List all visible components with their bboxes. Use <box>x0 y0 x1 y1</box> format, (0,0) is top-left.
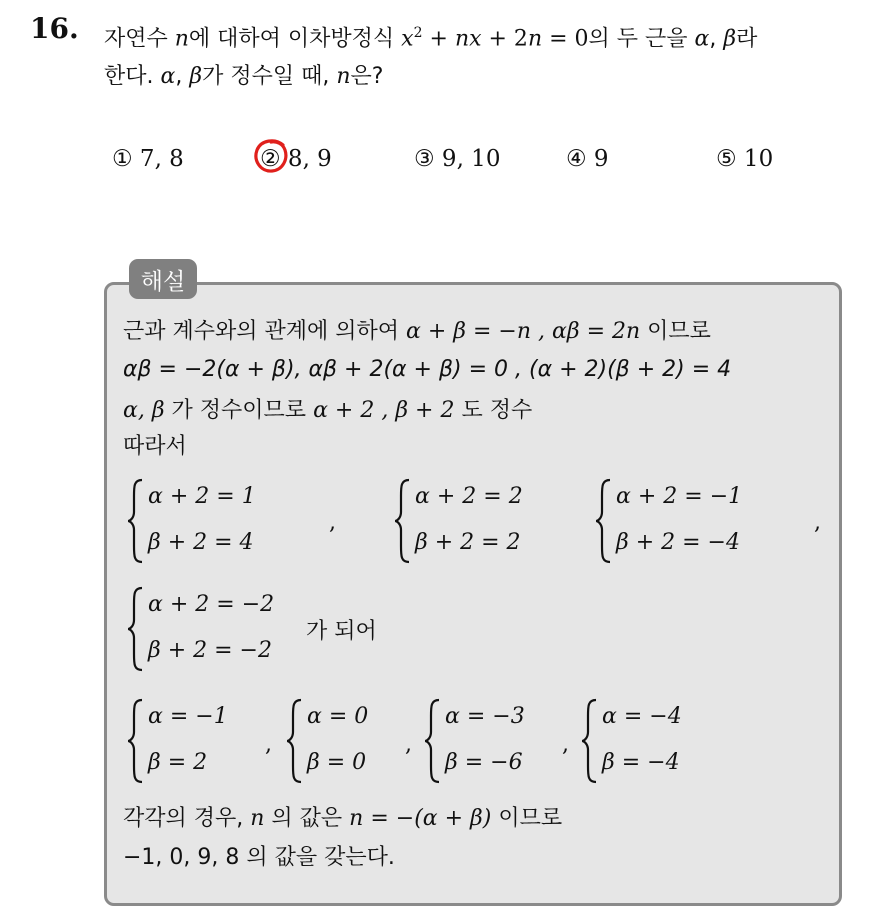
system-row2: α + 2 = −2 β + 2 = −2 <box>126 586 296 676</box>
question-line-2: 한다. α, β가 정수일 때, n은? <box>104 64 384 90</box>
brace-icon <box>393 478 413 564</box>
row2-text: 가 되어 <box>306 619 377 644</box>
choice-5[interactable]: ⑤ 10 <box>716 146 774 172</box>
comma: , <box>405 732 412 757</box>
system-row3-a: α = −1 β = 2 <box>126 698 256 788</box>
brace-icon <box>423 698 443 784</box>
brace-icon <box>594 478 614 564</box>
system-row1-b: α + 2 = 2 β + 2 = 2 <box>393 478 553 568</box>
comma: , <box>329 510 336 535</box>
comma: , <box>562 732 569 757</box>
system-row3-b: α = 0 β = 0 <box>285 698 405 788</box>
choice-2[interactable]: ② 8, 9 <box>260 146 332 172</box>
solution-tab: 해설 <box>129 259 197 299</box>
system-row3-c: α = −3 β = −6 <box>423 698 553 788</box>
solution-line-4: 따라서 <box>123 434 187 459</box>
question-line-1: 자연수 n에 대하여 이차방정식 $x^2$ + nx + 2n = 0의 두 근을 α, β라 <box>104 25 758 52</box>
question-number: 16. <box>30 12 79 45</box>
system-row3-d: α = −4 β = −4 <box>580 698 710 788</box>
comma: , <box>265 732 272 757</box>
system-row1-c: α + 2 = −1 β + 2 = −4 <box>594 478 774 568</box>
question-text <box>104 14 874 96</box>
solution-line-3: α, β 가 정수이므로 α + 2 , β + 2 도 정수 <box>123 398 533 423</box>
solution-line-1: 근과 계수와의 관계에 의하여 α + β = −n , αβ = 2n 이므로 <box>123 319 711 344</box>
comma: , <box>814 510 821 535</box>
brace-icon <box>580 698 600 784</box>
solution-line-last-2: −1, 0, 9, 8 의 값을 갖는다. <box>123 845 395 870</box>
choice-3[interactable]: ③ 9, 10 <box>414 146 501 172</box>
system-row1-a: α + 2 = 1 β + 2 = 4 <box>126 478 286 568</box>
brace-icon <box>126 698 146 784</box>
solution-line-last-1: 각각의 경우, n 의 값은 n = −(α + β) 이므로 <box>123 806 563 831</box>
brace-icon <box>126 478 146 564</box>
brace-icon <box>126 586 146 672</box>
choice-1[interactable]: ① 7, 8 <box>112 146 184 172</box>
solution-line-2: αβ = −2(α + β), αβ + 2(α + β) = 0 , (α + 2)(β + 2) = 4 <box>123 357 732 382</box>
choice-4[interactable]: ④ 9 <box>566 146 609 172</box>
brace-icon <box>285 698 305 784</box>
answer-circle-mark <box>253 137 291 175</box>
